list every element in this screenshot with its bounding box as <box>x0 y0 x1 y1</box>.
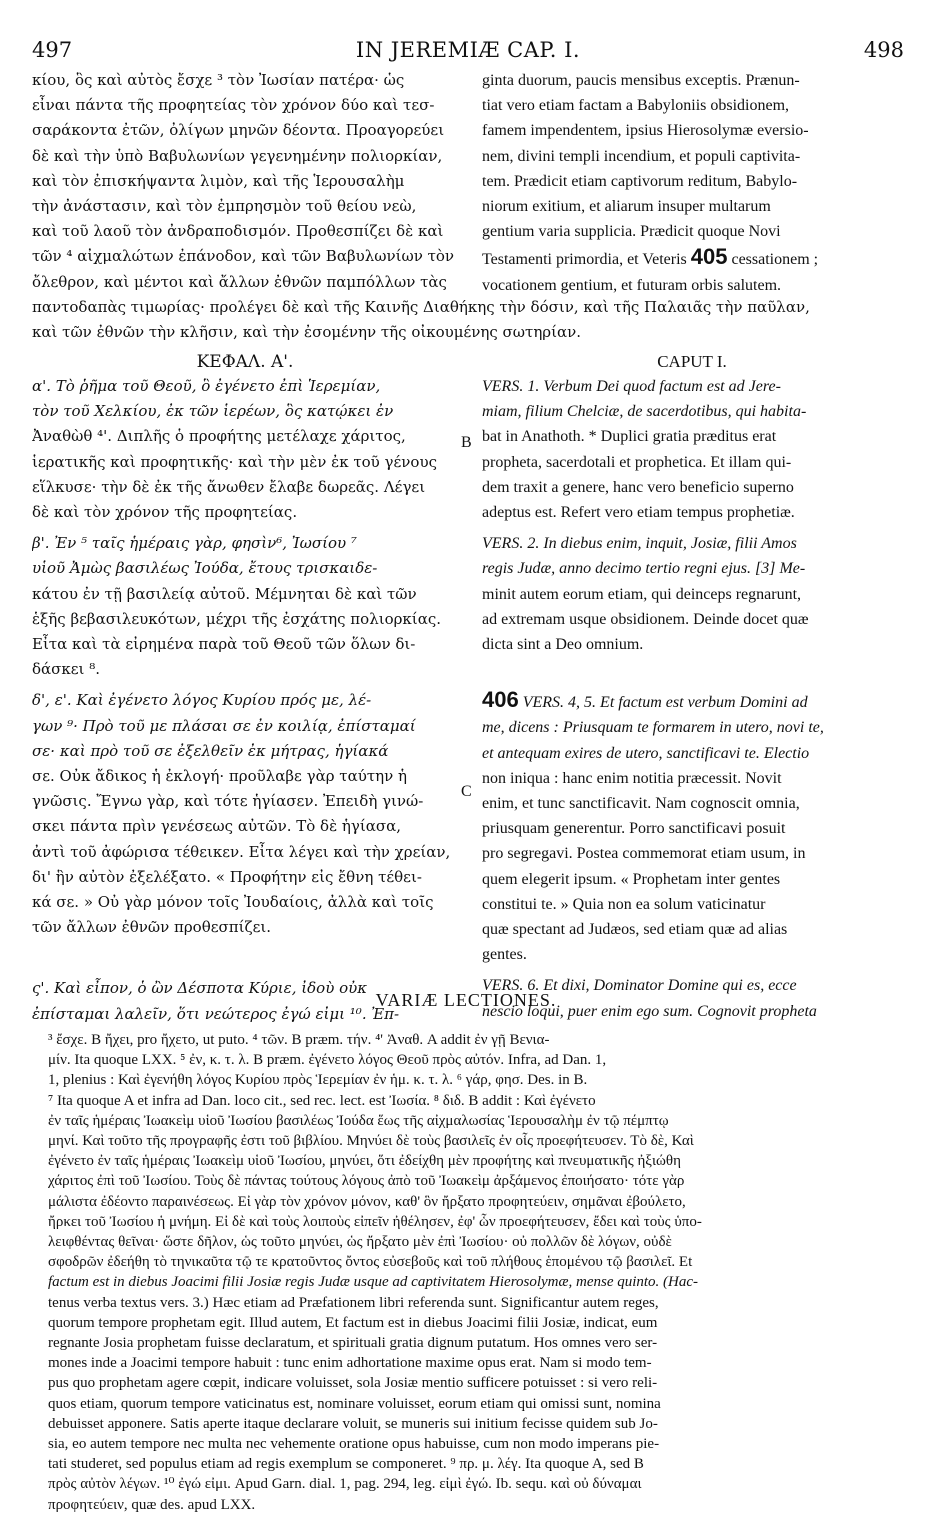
text-line: me, dicens : Priusquam te formarem in utero, novi te, <box>482 719 824 737</box>
text-line: nem, divini templi incendium, et populi captivita- <box>482 147 801 165</box>
text-line: τὴν ἀνάστασιν, καὶ τὸν ἐμπρησμὸν τοῦ θείου νεὼ, <box>32 197 417 216</box>
text-line: κάτου ἐν τῇ βασιλείᾳ αὐτοῦ. Μέμνηται δὲ καὶ τῶν <box>32 584 417 603</box>
note-line: σφοδρῶν ἐδεήθη τὸ τηνικαῦτα τῷ τε κρατοῦντος ὄντος εὐσεβοῦς καὶ τοῦ πλήθους ἑπομένου τῷ βασιλεῖ. Et <box>48 1254 693 1271</box>
intro-full-width <box>32 295 902 345</box>
text-line: priusquam generentur. Porro sanctificavi posuit <box>482 820 786 838</box>
text-line: δ', ε'. Καὶ ἐγένετο λόγος Κυρίου πρός με, λέ- <box>32 691 372 710</box>
text-line: εἵλκυσε· τὴν δὲ ἐκ τῆς ἄνωθεν ἔλαβε δωρεᾶς. Λέγει <box>32 477 426 496</box>
text-fragment: Testamenti primordia, et Veteris <box>482 251 687 269</box>
text-line: δάσκει ⁸. <box>32 660 100 679</box>
text-line: καὶ τοῦ λαοῦ τὸν ἀνδραποδισμόν. Προθεσπίζει δὲ καὶ <box>32 222 444 241</box>
text-line: Εἶτα καὶ τὰ εἰρημένα παρὰ τοῦ Θεοῦ τῶν ὅλων δι- <box>32 635 416 654</box>
text-fragment: cessationem ; <box>731 251 819 269</box>
text-line: καὶ τῶν ἐθνῶν τὴν κλῆσιν, καὶ τὴν ἐσομένην τῆς οἰκουμένης σωτηρίαν. <box>32 323 582 341</box>
text-line: et antequam exires de utero, sanctificavi te. Electio <box>482 744 810 762</box>
text-line: gentes. <box>482 946 527 964</box>
text-line: propheta, sacerdotali et prophetica. Et illam qui- <box>482 453 792 471</box>
text-line: τὸν τοῦ Χελκίου, ἐκ τῶν ἱερέων, ὃς κατῴκει ἐν <box>32 402 394 421</box>
text-line: ς'. Καὶ εἶπον, ὁ ὢν Δέσποτα Κύριε, ἰδοὺ οὐκ <box>32 979 368 998</box>
text-line: tiat vero etiam factam a Babyloniis obsidionem, <box>482 97 790 115</box>
note-line: mones inde a Joacimi tempore habuit : tunc enim adhortatione maxime opus erat. Nam si modo tem- <box>48 1355 652 1372</box>
note-line: μάλιστα ἐδέοντο παραινέσεως. Εἰ γὰρ τὸν χρόνον μόνον, καθ' ὃν ἤρξατο προφητεύειν, σημᾶναι ἐβούλετο, <box>48 1193 686 1210</box>
note-line: ⁷ Ita quoque A et infra ad Dan. loco cit., sed rec. lect. est Ἰωσία. ⁸ διδ. B addit : Καὶ ἐγένετο <box>48 1092 596 1109</box>
text-line: κά σε. » Οὐ γὰρ μόνον τοῖς Ἰουδαίοις, ἀλλὰ καὶ τοῖς <box>32 893 434 912</box>
text-line <box>482 687 902 715</box>
text-line: ἀντὶ τοῦ ἀφώρισα τέθεικεν. Εἶτα λέγει καὶ τὴν χρείαν, <box>32 842 451 861</box>
text-line: σαράκοντα ἐτῶν, ὀλίγων μηνῶν δέοντα. Προαγορεύει <box>32 121 445 140</box>
text-line: υἱοῦ Ἀμὼς βασιλέως Ἰούδα, ἔτους τρισκαιδε- <box>32 559 378 578</box>
text-line: famem impendentem, ipsius Hierosolymæ eversio- <box>482 122 809 140</box>
footnotes-block <box>48 1030 900 1515</box>
text-line: κίου, ὃς καὶ αὐτὸς ἔσχε ³ τὸν Ἰωσίαν πατέρα· ὡς <box>32 71 405 89</box>
text-line: ὄλεθρον, καὶ μέντοι καὶ ἄλλων ἐθνῶν παμπόλλων τὰς <box>32 272 447 291</box>
note-line: μηνί. Καὶ τοῦτο τῆς προγραφῆς ἐστι τοῦ βιβλίου. Μηνύει δὲ τοὺς βασιλεῖς ἐν οἷς προεφήτευσεν. Τὸ δὲ, Καὶ <box>48 1133 694 1150</box>
note-line: πρὸς αὐτὸν λέγων. ¹⁰ ἐγώ εἰμι. Apud Garn. dial. 1, pag. 294, leg. εἰμὶ ἐγώ. Ib. sequ. καὶ οὐ δύναμαι <box>48 1476 642 1493</box>
text-line: niorum exitium, et aliarum insuper multarum <box>482 198 771 216</box>
text-line: VERS. 2. In diebus enim, inquit, Josiæ, filii Amos <box>482 535 797 553</box>
latin-chapter-title: CAPUT I. <box>657 352 727 371</box>
note-line: factum est in diebus Joacimi filii Josiæ regis Judæ usque ad captivitatem Hierosolymæ, mense quinto. (Hac- <box>48 1274 699 1291</box>
column-marker-405: 405 <box>690 244 728 270</box>
text-line: σε. Οὐκ ἄδικος ἡ ἐκλογή· προῦλαβε γὰρ ταύτην ἡ <box>32 767 407 786</box>
page-number-left: 497 <box>32 38 73 62</box>
running-title: IN JEREMIÆ CAP. I. <box>355 38 581 62</box>
column-marker-406: 406 <box>482 687 519 713</box>
greek-chapter-title: ΚΕΦΑΛ. Α'. <box>196 352 294 372</box>
text-fragment: VERS. 4, 5. Et factum est verbum Domini ad <box>522 694 808 712</box>
page-number-right: 498 <box>863 38 904 62</box>
note-line: ἐν ταῖς ἡμέραις Ἰωακεὶμ υἱοῦ Ἰωσίου βασιλέως Ἰούδα ἕως τῆς αἰχμαλωσίας Ἱερουσαλὴμ ἐν τῷ πέμπτῳ <box>48 1112 669 1129</box>
text-line: α'. Τὸ ῥῆμα τοῦ Θεοῦ, ὃ ἐγένετο ἐπὶ Ἱερεμίαν, <box>32 377 381 395</box>
text-line: δὲ καὶ τὴν ὑπὸ Βαβυλωνίων γεγενημένην πολιορκίαν, <box>32 146 443 165</box>
text-line: quæ spectant ad Judæos, sed etiam quæ ad alias <box>482 921 788 939</box>
text-line: miam, filium Chelciæ, de sacerdotibus, qui habita- <box>482 403 807 421</box>
text-line: bat in Anathoth. * Duplici gratia præditus erat <box>482 428 777 446</box>
note-line: quorum tempore prophetam egit. Illud autem, Et factum est in diebus Joacimi filii Josiæ, indicat, eum <box>48 1314 658 1331</box>
text-line: gentium varia supplicia. Prædicit quoque Novi <box>482 223 781 241</box>
note-line: tenus verba textus vers. 3.) Hæc etiam ad Præfationem libri referenda sunt. Significantur autem reges, <box>48 1294 659 1311</box>
text-line: tem. Prædicit etiam captivorum reditum, Babylo- <box>482 172 798 190</box>
note-line: sia, eo autem tempore nec multa nec vehemente oratione opus habuisse, cum non modo imperans pie- <box>48 1436 660 1453</box>
text-line: παντοδαπὰς τιμωρίας· προλέγει δὲ καὶ τῆς Καινῆς Διαθήκης τὴν δόσιν, καὶ τῆς Παλαιᾶς τὴν παῦλαν, <box>32 298 810 316</box>
note-line: tati studeret, sed populus etiam ad regis exemplum se componeret. ⁹ πρ. μ. λέγ. Ita quoque A, sed B <box>48 1456 644 1473</box>
text-line: τῶν ἄλλων ἐθνῶν προθεσπίζει. <box>32 918 272 937</box>
text-line: β'. Ἐν ⁵ ταῖς ἡμέραις γὰρ, φησὶν⁶, Ἰωσίου ⁷ <box>32 534 357 553</box>
text-line: γνῶσις. Ἔγνω γὰρ, καὶ τότε ἡγίασεν. Ἐπειδὴ γινώ- <box>32 792 424 811</box>
text-line: enim, et tunc sanctificavit. Nam cognoscit omnia, <box>482 795 800 813</box>
intro-latin-column <box>482 68 902 298</box>
text-line: ad extremam usque obsidionem. Deinde docet quæ <box>482 610 809 628</box>
text-line: pro segregavi. Postea commemorat etiam usum, in <box>482 845 806 863</box>
text-line: VERS. 6. Et dixi, Dominator Domine qui es, ecce <box>482 977 797 995</box>
margin-letter-b: B <box>461 434 472 451</box>
note-line: χάριτος ἐπὶ τοῦ Ἰωσίου. Τοὺς δὲ πάντας τούτους λόγους ἀπὸ τοῦ Ἰωακεὶμ ἀρξάμενος ἐποιήσατο· τότε γὰρ <box>48 1173 685 1190</box>
text-line: καὶ τὸν ἐπισκήψαντα λιμὸν, καὶ τῆς Ἱερουσαλὴμ <box>32 171 405 190</box>
running-header <box>32 38 904 68</box>
text-line: δι' ἣν αὐτὸν ἐξελέξατο. « Προφήτην εἰς ἔθνη τέθει- <box>32 867 422 886</box>
note-line: μίν. Ita quoque LXX. ⁵ ἐν, κ. τ. λ. B præm. ἐγένετο λόγος Θεοῦ πρὸς αὐτόν. Infra, ad Dan. 1, <box>48 1052 607 1069</box>
text-line: non iniqua : hanc enim notitia præcessit. Novit <box>482 769 782 787</box>
text-line: adeptus est. Refert vero etiam tempus prophetiæ. <box>482 504 795 522</box>
latin-body-column <box>482 374 902 1024</box>
text-line: constitui te. » Quia non ea solum vaticinatur <box>482 895 766 913</box>
text-line: σκει πάντα πρὶν γενέσεως αὐτῶν. Τὸ δὲ ἡγίασα, <box>32 817 402 836</box>
note-line: ἤρκει τοῦ Ἰωσίου ἡ μνήμη. Εἰ δὲ καὶ τοὺς λοιποὺς εἰπεῖν ἠθέλησεν, ἐφ' ὧν προεφήτευσεν, ἔδει καὶ τοὺς ὑπο- <box>48 1213 702 1230</box>
text-line: minit autem eorum etiam, qui deinceps regnarunt, <box>482 585 802 603</box>
text-line: σε· καὶ πρὸ τοῦ σε ἐξελθεῖν ἐκ μήτρας, ἡγίακά <box>32 741 389 760</box>
note-line: regnante Josia prophetam fuisse declaratum, et spirituali gratia dignum putatum. Hos omnes vero ser- <box>48 1335 658 1352</box>
note-line: ἐγένετο ἐν ταῖς ἡμέραις Ἰωακεὶμ υἱοῦ Ἰωσίου, μηνύει, ὅτι ἐδείχθη μὲν προφήτης καὶ πνευματικῆς ἠξιώθη <box>48 1153 681 1170</box>
note-line: quos etiam, quorum tempore vaticinatus est, nominare voluisset, eorum etiam qui omissi sunt, nomina <box>48 1395 661 1412</box>
text-line <box>482 244 902 272</box>
intro-greek-column <box>32 68 458 295</box>
text-line: ἐπίσταμαι λαλεῖν, ὅτι νεώτερος ἐγώ εἰμι ¹⁰. Ἐπ- <box>32 1004 400 1023</box>
note-line: ³ ἔσχε. B ἤχει, pro ἤχετο, ut puto. ⁴ τῶν. B præm. τήν. ⁴' Ἀναθ. A addit ἐν γῇ Βενια- <box>48 1032 550 1048</box>
text-line: Ἀναθὼθ ⁴'. Διπλῆς ὁ προφήτης μετέλαχε χάριτος, <box>32 427 406 446</box>
variae-lectiones-title: VARIÆ LECTIONES. <box>375 990 557 1010</box>
text-line: εἶναι πάντα τῆς προφητείας τὸν χρόνον δύο καὶ τεσ- <box>32 96 435 115</box>
text-line: dem traxit a genere, hanc vero beneficio superno <box>482 478 794 496</box>
note-line: 1, plenius : Καὶ ἐγενήθη λόγος Κυρίου πρὸς Ἱερεμίαν ἐν ἡμ. κ. τ. λ. ⁶ γάρ, φησ. Des. in B. <box>48 1072 588 1089</box>
text-line: ginta duorum, paucis mensibus exceptis. Prænun- <box>482 72 800 89</box>
greek-body-column <box>32 374 458 1027</box>
note-line: λειφθέντας θεῖναι· ὥστε δῆλον, ὡς τοῦτο μηνύει, ὡς ἤρξατο μὲν ἐπὶ Ἰωσίου· οὐ πολλῶν δὲ λόγων, οὐδὲ <box>48 1234 672 1251</box>
text-line: VERS. 1. Verbum Dei quod factum est ad Jere- <box>482 378 781 395</box>
text-line: vocationem gentium, et futuram orbis salutem. <box>482 276 782 294</box>
text-line: δὲ καὶ τὸν χρόνον τῆς προφητείας. <box>32 503 298 522</box>
text-line: ἑξῆς βεβασιλευκότων, μέχρι τῆς ἐσχάτης πολιορκίας. <box>32 609 441 628</box>
text-line: dicta sint a Deo omnium. <box>482 636 644 654</box>
text-line: ἱερατικῆς καὶ προφητικῆς· καὶ τὴν μὲν ἐκ τοῦ γένους <box>32 452 437 471</box>
margin-letter-c: C <box>461 783 472 800</box>
text-line: regis Judæ, anno decimo tertio regni ejus. [3] Me- <box>482 560 806 578</box>
note-line: προφητεύειν, quæ des. apud LXX. <box>48 1496 256 1513</box>
note-line: pus quo prophetam agere cœpit, indicare voluisset, sola Josiæ mentio sufficere potuisset : si vero reli- <box>48 1375 658 1392</box>
note-line: debuisset apponere. Satis aperte itaque declarare voluit, se muneris sui initium fecisse quidem sub Jo- <box>48 1415 658 1432</box>
text-line: quem elegerit ipsum. « Prophetam inter gentes <box>482 870 781 888</box>
text-line: τῶν ⁴ αἰχμαλώτων ἐπάνοδον, καὶ τῶν Βαβυλωνίων τὸν <box>32 247 455 266</box>
text-line: γων ⁹· Πρὸ τοῦ με πλάσαι σε ἐν κοιλίᾳ, ἐπίσταμαί <box>32 716 416 735</box>
text-line: nescio loqui, puer enim ego sum. Cognovit propheta <box>482 1002 817 1020</box>
